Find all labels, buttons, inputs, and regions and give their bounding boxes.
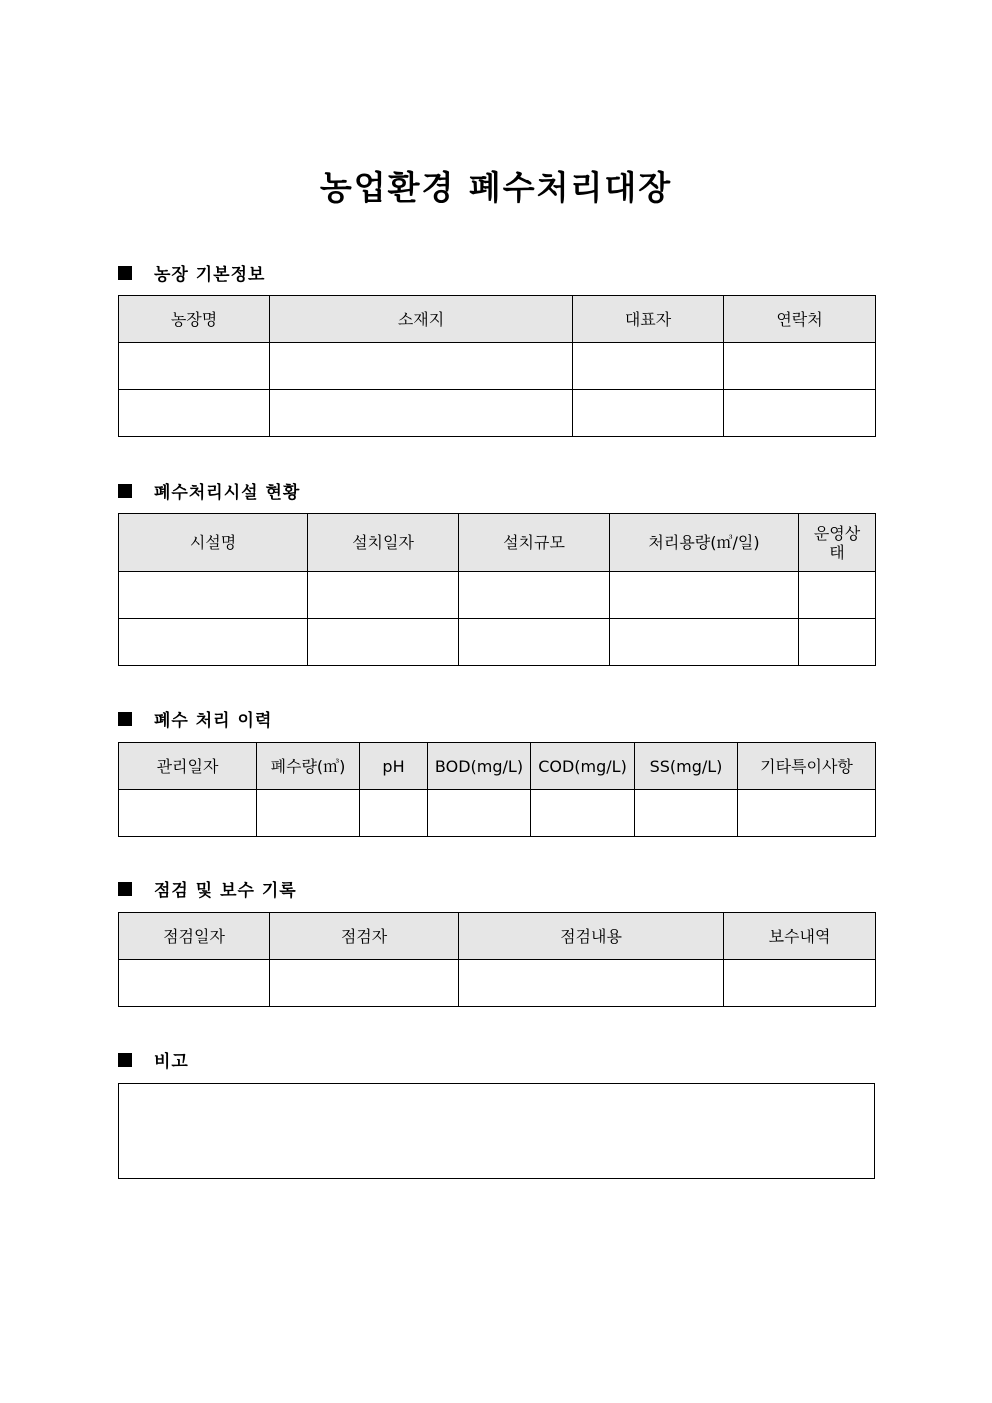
cell-input[interactable]	[459, 960, 724, 1007]
header-farm-name: 농장명	[119, 296, 270, 343]
header-ss: SS(mg/L)	[635, 743, 738, 790]
cell-input[interactable]	[308, 572, 459, 619]
cell-input[interactable]	[459, 619, 610, 666]
header-bod: BOD(mg/L)	[428, 743, 531, 790]
bullet-square-icon	[118, 1053, 132, 1067]
facility-status-table	[118, 513, 876, 666]
table-row	[119, 790, 876, 837]
header-inspection-content: 점검내용	[459, 913, 724, 960]
section-heading-remarks	[118, 1047, 189, 1072]
header-operating-status: 운영상태	[799, 514, 876, 572]
header-facility-name: 시설명	[119, 514, 308, 572]
table-row	[119, 960, 876, 1007]
remarks-input-box[interactable]	[118, 1083, 875, 1179]
section-heading-label: 폐수처리시설 현황	[154, 483, 301, 503]
cell-input[interactable]	[119, 619, 308, 666]
header-install-scale: 설치규모	[459, 514, 610, 572]
cell-input[interactable]	[635, 790, 738, 837]
header-other-notes: 기타특이사항	[738, 743, 876, 790]
cell-input[interactable]	[119, 343, 270, 390]
cell-input[interactable]	[610, 572, 799, 619]
table-row	[119, 390, 876, 437]
header-repair-details: 보수내역	[724, 913, 876, 960]
cell-input[interactable]	[360, 790, 428, 837]
table-row	[119, 619, 876, 666]
bullet-square-icon	[118, 484, 132, 498]
farm-info-table	[118, 295, 876, 437]
bullet-square-icon	[118, 882, 132, 896]
header-representative: 대표자	[573, 296, 724, 343]
inspection-record-table	[118, 912, 876, 1007]
cell-input[interactable]	[270, 390, 573, 437]
section-heading-label: 점검 및 보수 기록	[154, 881, 297, 901]
cell-input[interactable]	[459, 572, 610, 619]
table-row	[119, 572, 876, 619]
cell-input[interactable]	[531, 790, 635, 837]
cell-input[interactable]	[119, 960, 270, 1007]
treatment-history-table	[118, 742, 876, 837]
header-inspector: 점검자	[270, 913, 459, 960]
section-heading-label: 비고	[154, 1052, 189, 1072]
header-location: 소재지	[270, 296, 573, 343]
cell-input[interactable]	[308, 619, 459, 666]
cell-input[interactable]	[610, 619, 799, 666]
header-inspection-date: 점검일자	[119, 913, 270, 960]
cell-input[interactable]	[724, 343, 876, 390]
header-install-date: 설치일자	[308, 514, 459, 572]
cell-input[interactable]	[573, 390, 724, 437]
section-heading-label: 농장 기본정보	[154, 265, 266, 285]
cell-input[interactable]	[270, 960, 459, 1007]
header-cod: COD(mg/L)	[531, 743, 635, 790]
header-contact: 연락처	[724, 296, 876, 343]
section-heading-farm-info	[118, 260, 265, 285]
cell-input[interactable]	[119, 790, 257, 837]
bullet-square-icon	[118, 712, 132, 726]
header-capacity: 처리용량(㎥/일)	[610, 514, 799, 572]
header-management-date: 관리일자	[119, 743, 257, 790]
page-title: 농업환경 폐수처리대장	[319, 168, 673, 207]
cell-input[interactable]	[257, 790, 360, 837]
section-heading-label: 폐수 처리 이력	[154, 711, 273, 731]
cell-input[interactable]	[799, 619, 876, 666]
cell-input[interactable]	[119, 390, 270, 437]
header-wastewater-volume: 폐수량(㎥)	[257, 743, 360, 790]
cell-input[interactable]	[724, 960, 876, 1007]
bullet-square-icon	[118, 266, 132, 280]
section-heading-inspection-record	[118, 876, 297, 901]
cell-input[interactable]	[724, 390, 876, 437]
section-heading-facility-status	[118, 478, 300, 503]
table-row	[119, 343, 876, 390]
section-heading-treatment-history	[118, 706, 272, 731]
cell-input[interactable]	[799, 572, 876, 619]
cell-input[interactable]	[738, 790, 876, 837]
cell-input[interactable]	[573, 343, 724, 390]
header-ph: pH	[360, 743, 428, 790]
cell-input[interactable]	[428, 790, 531, 837]
cell-input[interactable]	[119, 572, 308, 619]
cell-input[interactable]	[270, 343, 573, 390]
